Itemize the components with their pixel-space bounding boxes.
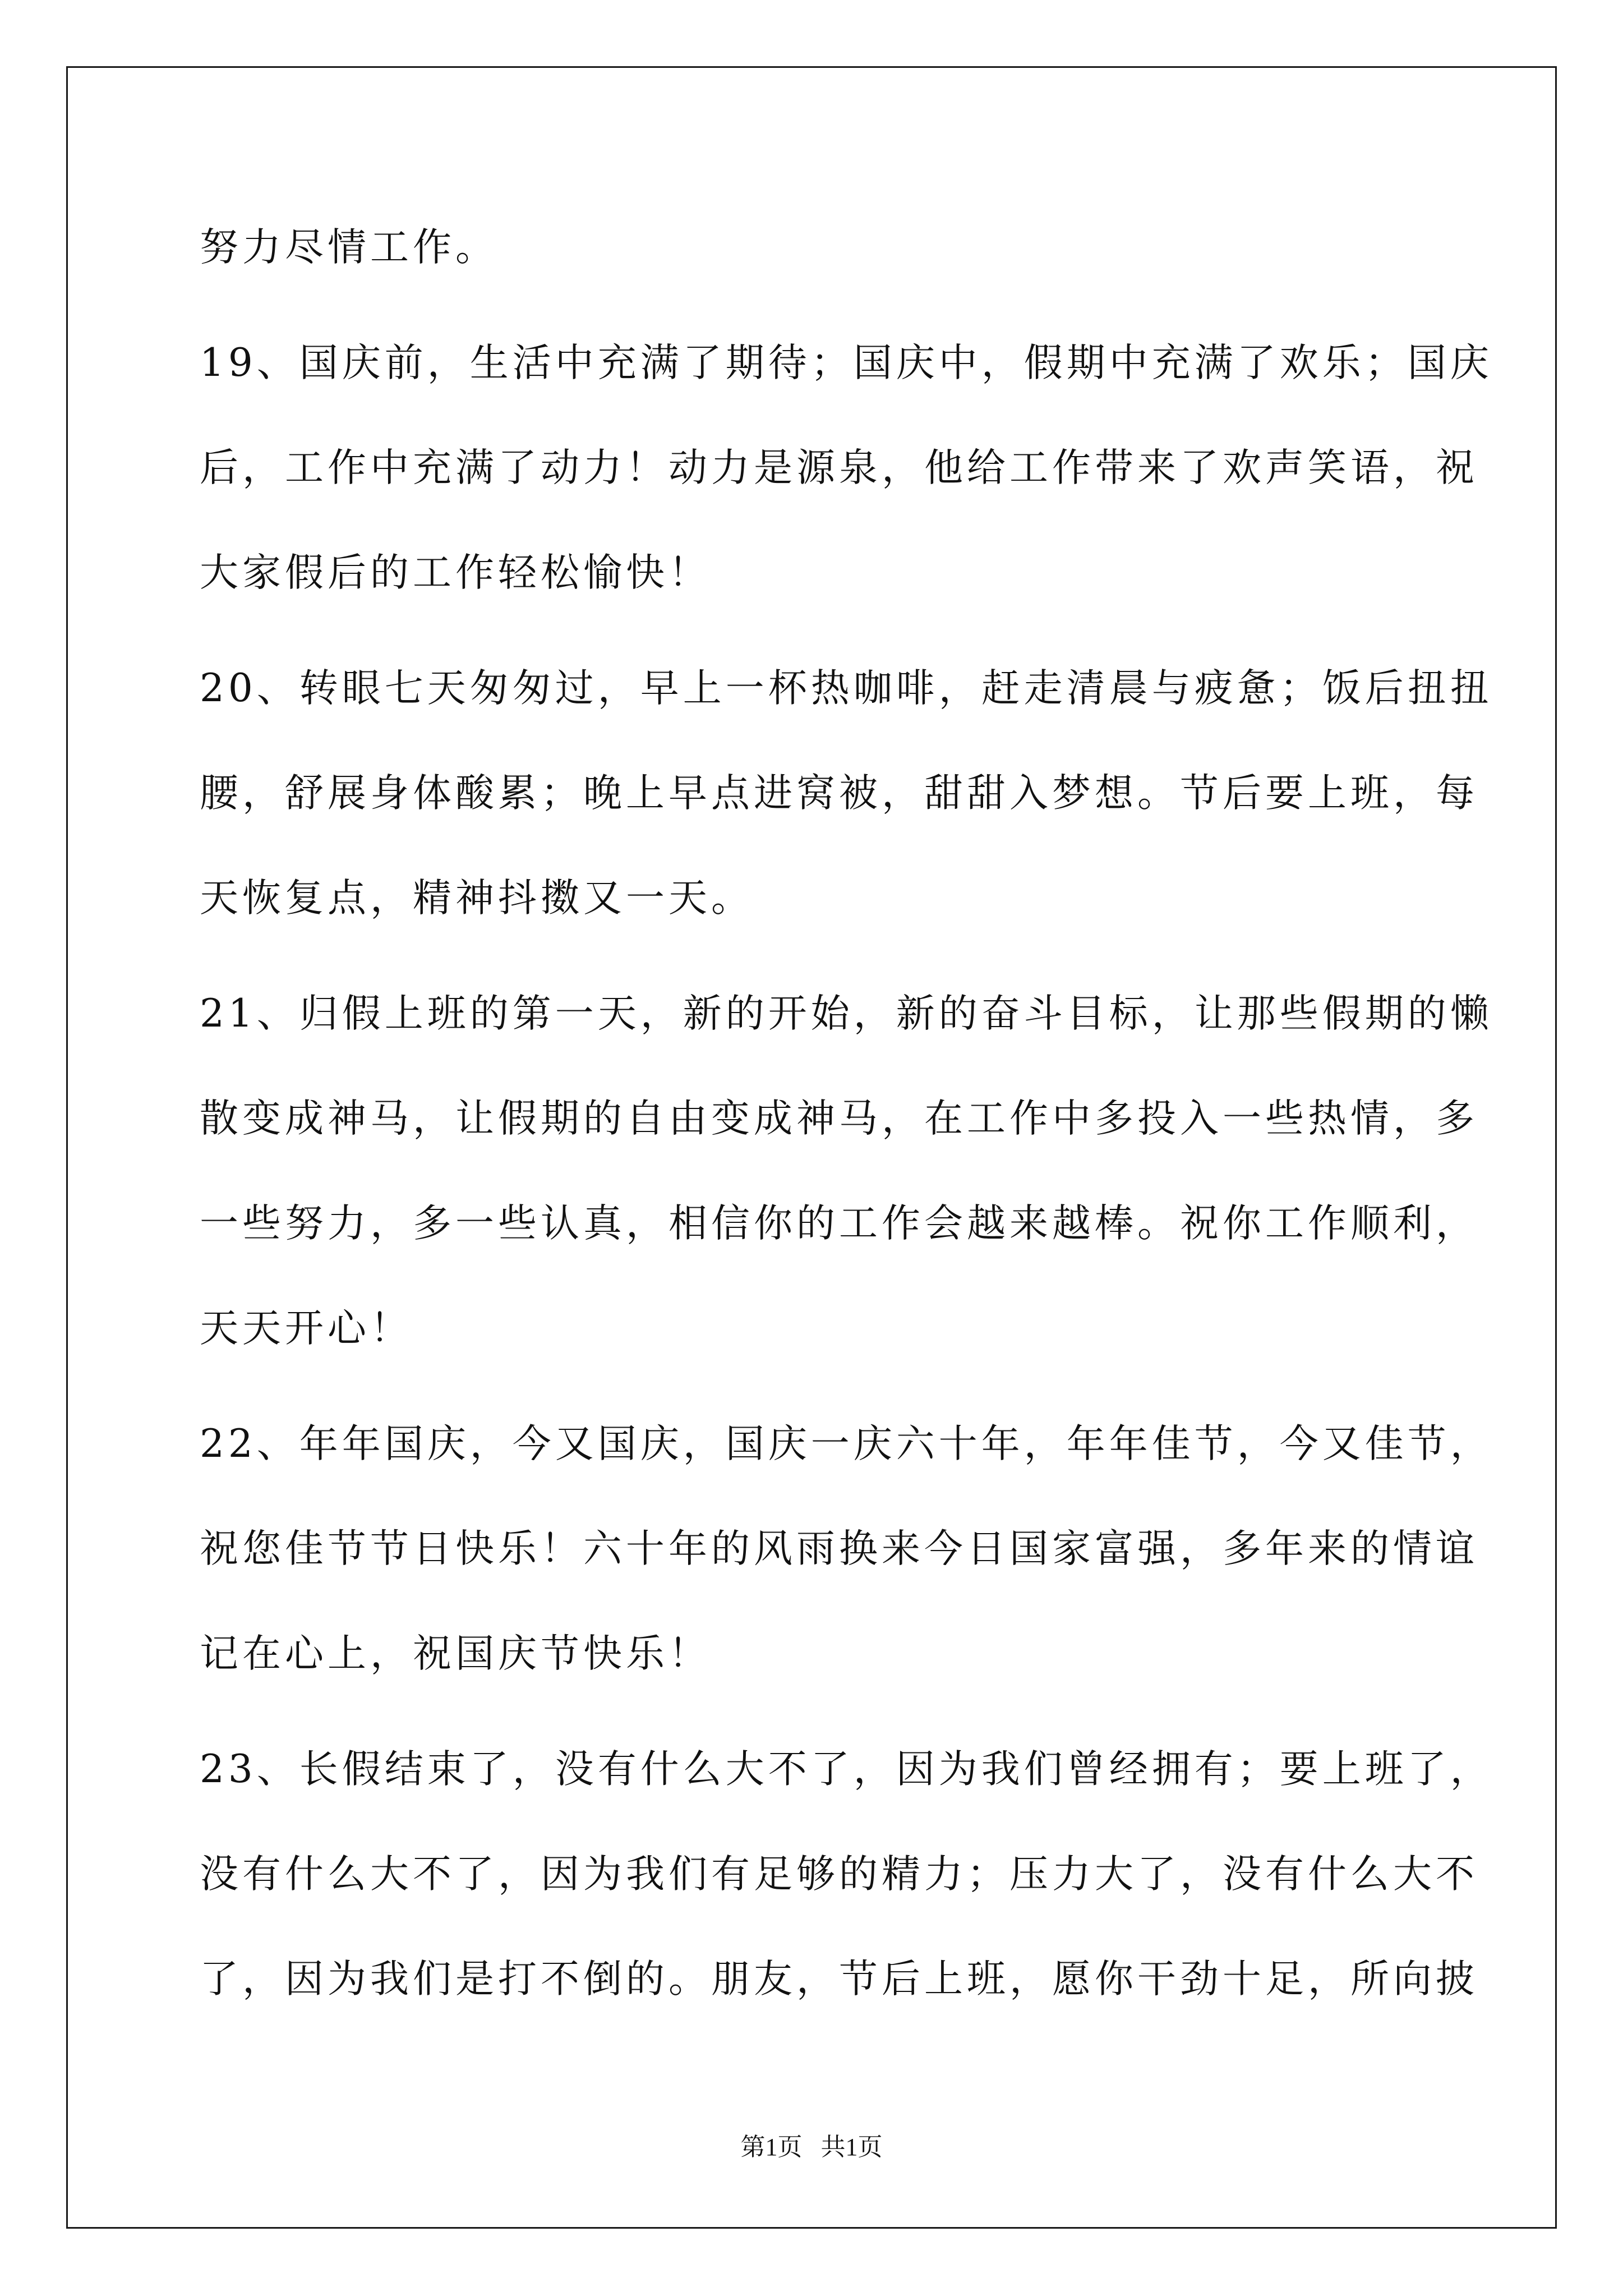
text-line: 天恢复点，精神抖擞又一天。 [200, 876, 754, 921]
text-line: 祝您佳节节日快乐！六十年的风雨换来今日国家富强，多年来的情谊 [200, 1526, 1478, 1571]
text-line: 记在心上，祝国庆节快乐！ [200, 1631, 711, 1676]
text-line: 天天开心！ [200, 1306, 413, 1351]
text-line: 20、转眼七天匆匆过，早上一杯热咖啡，赶走清晨与疲惫；饭后扭扭 [200, 666, 1493, 711]
text-line: 大家假后的工作轻松愉快！ [200, 550, 711, 595]
text-line: 腰，舒展身体酸累；晚上早点进窝被，甜甜入梦想。节后要上班，每 [200, 771, 1478, 816]
text-line: 23、长假结束了，没有什么大不了，因为我们曾经拥有；要上班了， [200, 1747, 1493, 1792]
text-line: 21、归假上班的第一天，新的开始，新的奋斗目标，让那些假期的懒 [200, 991, 1493, 1036]
page-total: 共1页 [820, 2133, 883, 2161]
page-footer [0, 2135, 1623, 2160]
text-line: 19、国庆前，生活中充满了期待；国庆中，假期中充满了欢乐；国庆 [200, 341, 1493, 385]
text-line: 一些努力，多一些认真，相信你的工作会越来越棒。祝你工作顺利， [200, 1201, 1478, 1246]
page-border [66, 66, 1557, 2229]
text-line: 了，因为我们是打不倒的。朋友，节后上班，愿你干劲十足，所向披 [200, 1957, 1478, 2001]
text-line: 没有什么大不了，因为我们有足够的精力；压力大了，没有什么大不 [200, 1852, 1478, 1897]
page-number: 第1页 [740, 2133, 803, 2161]
text-line: 散变成神马，让假期的自由变成神马，在工作中多投入一些热情，多 [200, 1096, 1478, 1141]
footer-spacer [803, 2133, 821, 2161]
text-line: 后，工作中充满了动力！动力是源泉，他给工作带来了欢声笑语，祝 [200, 445, 1478, 490]
text-line: 努力尽情工作。 [200, 225, 498, 270]
text-line: 22、年年国庆，今又国庆，国庆一庆六十年，年年佳节，今又佳节， [200, 1421, 1493, 1466]
